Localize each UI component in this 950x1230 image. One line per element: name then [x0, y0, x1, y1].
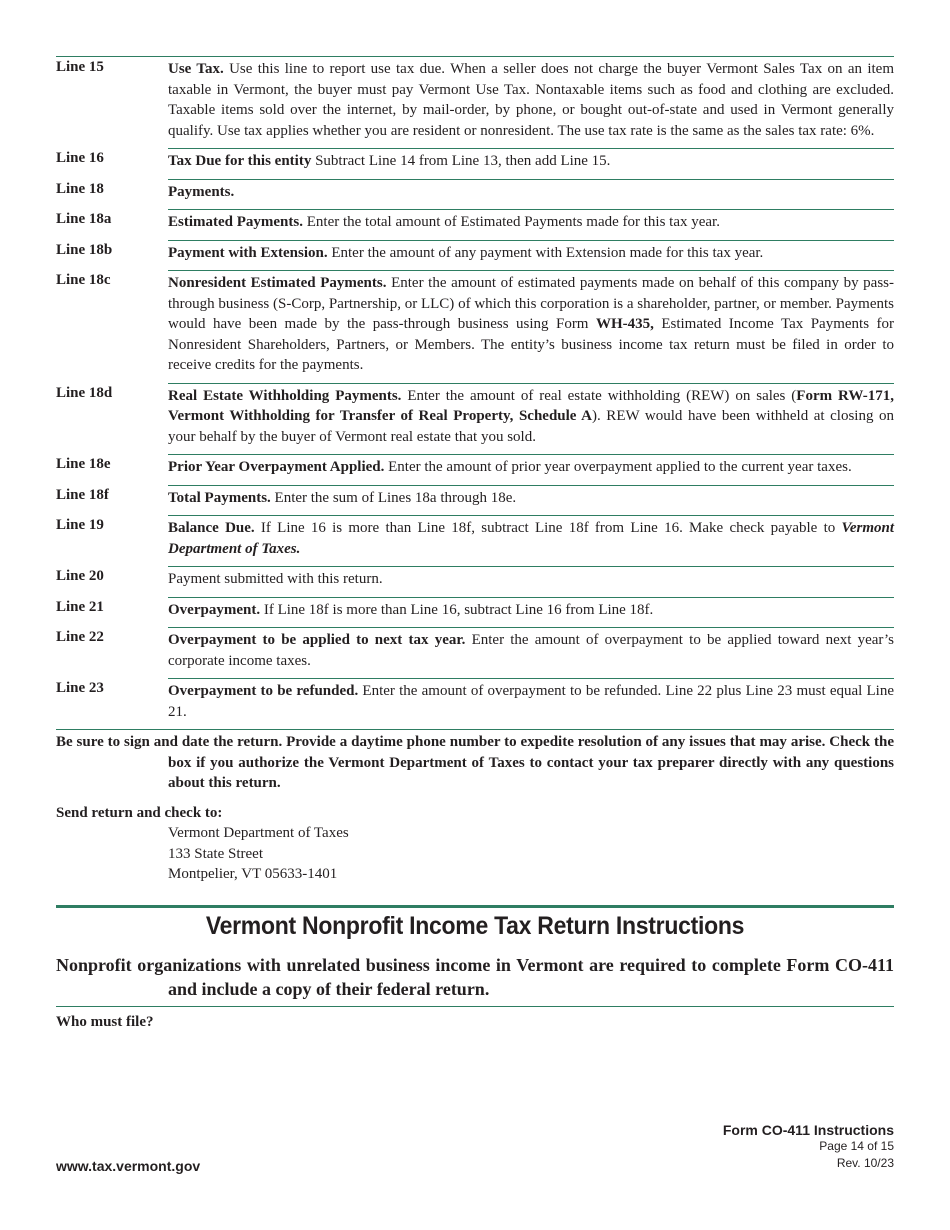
- line-body: If Line 16 is more than Line 18f, subtract Line 18f from Line 16. Make check payable to: [254, 520, 842, 536]
- line-description: [168, 179, 894, 210]
- line-body: If Line 18f is more than Line 16, subtract Line 16 from Line 18f.: [260, 601, 654, 618]
- line-description: [168, 566, 894, 597]
- line-row: [56, 179, 894, 210]
- line-body: Use this line to report use tax due. When a seller does not charge the buyer Vermont Sales Tax on an item taxable in Vermont, the buyer must pay Vermont Use Tax. Nontaxable items such as food and clothing are excluded. Taxable items sold over the internet, by mail-order, by phone, or bought out-of-state and used in Vermont generally qualify. Use tax applies whether you are resident or nonresident. The use tax rate is the same as the sales tax rate: 6%.: [168, 61, 894, 139]
- line-heading: Nonresident Estimated Payments.: [168, 275, 387, 291]
- address-line-2: 133 State Street: [168, 845, 263, 862]
- website-link[interactable]: www.tax.vermont.gov: [56, 1158, 201, 1174]
- mailing-address: [56, 823, 894, 885]
- line-row: [56, 56, 894, 148]
- nonprofit-intro: Nonprofit organizations with unrelated business income in Vermont are required to complete Form CO-411 and include a copy of their federal return.: [56, 953, 894, 1007]
- address-line-3: Montpelier, VT 05633-1401: [168, 866, 338, 882]
- line-label: Line 23: [56, 680, 104, 696]
- form-footer: [723, 1122, 894, 1172]
- line-description: [168, 209, 894, 240]
- line-label: Line 22: [56, 629, 104, 645]
- address-line-1: Vermont Department of Taxes: [168, 825, 349, 841]
- line-description: [168, 454, 894, 485]
- line-body: Enter the sum of Lines 18a through 18e.: [270, 489, 517, 506]
- line-description: [168, 485, 894, 516]
- line-description: [168, 56, 894, 148]
- footer-revision: Rev. 10/23: [836, 1156, 894, 1170]
- line-heading: Payments.: [168, 183, 235, 200]
- sign-note: Be sure to sign and date the return. Provide a daytime phone number to expedite resolution of any issues that may arise. Check the box if you authorize the Vermont Department of Taxes to contact your tax preparer directly with any questions about this return.: [56, 729, 894, 794]
- line-label: Line 21: [56, 598, 104, 615]
- line-body-cont: Estimated Income Tax Payments for Nonresident Shareholders, Partners, or Members. The entity’s business income tax return must be filed in order to receive credits for the payments.: [168, 316, 894, 373]
- line-row: [56, 454, 894, 485]
- line-label: Line 18: [56, 180, 104, 197]
- line-body: Enter the amount of estimated payments made on behalf of this company by pass-through business (S-Corp, Partnership, or LLC) of which this corporation is a shareholder, partner, or member. Payments would have been made by the pass-through business using Form: [168, 275, 894, 332]
- line-row: [56, 678, 894, 729]
- line-row: [56, 148, 894, 179]
- line-heading: Total Payments.: [168, 489, 271, 506]
- line-heading: Overpayment to be applied to next tax year.: [168, 632, 466, 648]
- line-heading: Balance Due.: [168, 520, 255, 536]
- payee-name: Vermont Department of Taxes.: [168, 520, 894, 557]
- line-label: Line 16: [56, 150, 104, 166]
- line-label: Line 20: [56, 568, 104, 584]
- nonprofit-section-title: Vermont Nonprofit Income Tax Return Instructions: [205, 911, 745, 940]
- line-description: [168, 270, 894, 383]
- line-body: Enter the amount of overpayment to be refunded. Line 22 plus Line 23 must equal Line 21.: [168, 683, 894, 720]
- line-row: [56, 627, 894, 678]
- line-label: Line 15: [56, 56, 168, 148]
- line-heading: Estimated Payments.: [168, 214, 303, 230]
- line-body: Subtract Line 14 from Line 13, then add Line 15.: [311, 153, 611, 169]
- line-row: [56, 270, 894, 383]
- line-description: [168, 383, 894, 455]
- line-label: Line 18c: [56, 272, 111, 288]
- line-heading: Real Estate Withholding Payments.: [168, 387, 402, 404]
- line-description: [168, 678, 894, 729]
- send-heading: Send return and check to:: [56, 804, 223, 821]
- line-description: [168, 240, 894, 271]
- line-row: [56, 383, 894, 455]
- line-row: [56, 566, 894, 597]
- line-form-reference: Form RW-171, Vermont Withholding for Transfer of Real Property, Schedule A: [168, 387, 895, 424]
- line-body: Enter the amount of real estate withholding (REW) on sales (: [401, 387, 797, 404]
- line-body: Enter the amount of overpayment to be applied toward next year’s corporate income taxes.: [168, 632, 894, 669]
- line-description: [168, 148, 894, 179]
- line-heading: Overpayment to be refunded.: [168, 683, 359, 699]
- section-divider: [56, 905, 894, 908]
- line-row: [56, 240, 894, 271]
- line-body: Payment submitted with this return.: [168, 571, 383, 587]
- line-description: [168, 515, 894, 566]
- line-row: [56, 485, 894, 516]
- line-description: [168, 597, 894, 628]
- line-row: [56, 209, 894, 240]
- line-body: Enter the amount of prior year overpayment applied to the current year taxes.: [384, 459, 852, 475]
- line-row: [56, 515, 894, 566]
- instructions-page: [56, 56, 894, 1031]
- line-heading: Prior Year Overpayment Applied.: [168, 459, 385, 475]
- line-label: Line 18b: [56, 241, 113, 258]
- line-label: Line 18e: [56, 456, 111, 472]
- line-body-cont: ). REW would have been withheld at closing on your behalf by the buyer of Vermont real estate that you sold.: [168, 408, 894, 445]
- who-must-file-heading: Who must file?: [56, 1013, 154, 1030]
- line-label: Line 18a: [56, 211, 112, 227]
- line-row: [56, 597, 894, 628]
- footer-page-number: Page 14 of 15: [819, 1139, 894, 1153]
- line-heading: Tax Due for this entity: [168, 153, 312, 169]
- line-heading: Overpayment.: [168, 601, 261, 618]
- footer-form-name: Form CO-411 Instructions: [722, 1122, 894, 1138]
- line-body: Enter the total amount of Estimated Payments made for this tax year.: [303, 214, 720, 230]
- line-label: Line 19: [56, 517, 104, 533]
- line-heading: Payment with Extension.: [168, 244, 328, 261]
- line-label: Line 18d: [56, 384, 113, 401]
- line-form-reference: WH-435,: [595, 316, 654, 332]
- line-label: Line 18f: [56, 486, 109, 503]
- line-body: Enter the amount of any payment with Extension made for this tax year.: [327, 244, 764, 261]
- line-description: [168, 627, 894, 678]
- line-heading: Use Tax.: [168, 61, 224, 77]
- line-instructions-list: [56, 56, 894, 729]
